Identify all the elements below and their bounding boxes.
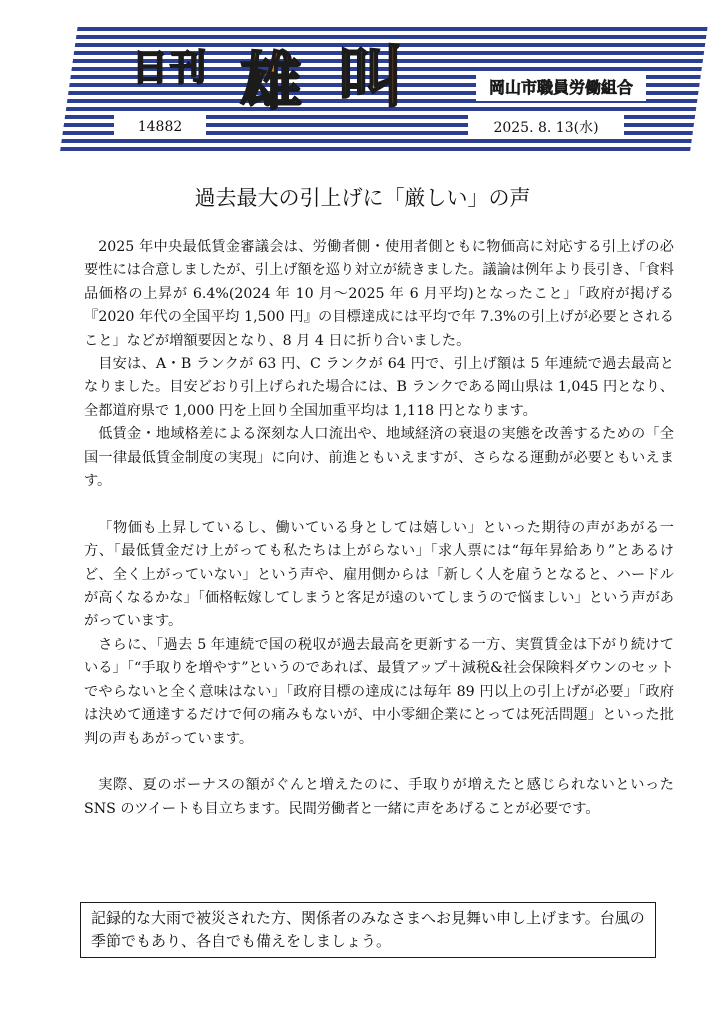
issue-number: 14882 bbox=[114, 115, 206, 139]
article-body bbox=[84, 236, 674, 821]
masthead-title-char2: 叫 bbox=[338, 39, 404, 116]
article-paragraph: 2025 年中央最低賃金審議会は、労働者側・使用者側ともに物価高に対応する引上げの必要性には合意しましたが、引上げ額を巡り対立が続きました。議論は例年より長引き、「食料品価格の上昇が 6.4%(2024 年 10 月～2025 年 6 月平均)となったこと」「政府が掲げる『2020 年代の全国平均 1,500 円』の目標達成には平均で年 7.3%の引上げが必要とされること」などが増額要因となり、8 月 4 日に折り合いました。 bbox=[84, 239, 674, 349]
paragraph-spacer bbox=[84, 751, 674, 774]
article-paragraph: 低賃金・地域格差による深刻な人口流出や、地域経済の衰退の実態を改善するための「全国一律最低賃金制度の実現」に向け、前進ともいえますが、さらなる運動が必要ともいえます。 bbox=[84, 426, 674, 490]
article-paragraph: 「物価も上昇しているし、働いている身としては嬉しい」といった期待の声があがる一方、「最低賃金だけ上がっても私たちは上がらない」「求人票には“毎年昇給あり”とあるけど、全く上がっていない」という声や、雇用側からは「新しく人を雇うとなると、ハードルが高くなるかな」「価格転嫁してしまうと客足が遠のいてしまうので悩ましい」という声があがっています。 bbox=[84, 519, 674, 630]
masthead bbox=[60, 27, 690, 152]
masthead-title-char1: 雄 bbox=[240, 45, 303, 118]
article-paragraph: 目安は、A・B ランクが 63 円、C ランクが 64 円で、引上げ額は 5 年連続で過去最高となりました。目安どおり引上げられた場合には、B ランクである岡山県は 1,045 円となり、全都道府県で 1,000 円を上回り全国加重平均は 1,118 円となります。 bbox=[84, 356, 674, 419]
masthead-title-small: 日刊 bbox=[132, 48, 209, 89]
paragraph-spacer bbox=[84, 493, 674, 516]
article-headline: 過去最大の引上げに「厳しい」の声 bbox=[194, 186, 531, 210]
organization-name: 岡山市職員労働組合 bbox=[476, 71, 646, 101]
article-paragraph: さらに、「過去 5 年連続で国の税収が過去最高を更新する一方、実質賃金は下がり続けている」「“手取りを増やす”というのであれば、最賃アップ＋減税&社会保険料ダウンのセットでやらないと全く意味はない」「政府目標の達成には毎年 89 円以上の引上げが必要」「政府は決めて通達するだけで何の痛みもないが、中小零細企業にとっては死活問題」といった批判の声もあがっています。 bbox=[84, 636, 674, 747]
notice-box: 記録的な大雨で被災された方、関係者のみなさまへお見舞い申し上げます。台風の季節でもあり、各自でも備えをしましょう。 bbox=[80, 902, 656, 958]
article-paragraph: 実際、夏のボーナスの額がぐんと増えたのに、手取りが増えたと感じられないといった SNS のツイートも目立ちます。民間労働者と一緒に声をあげることが必要です。 bbox=[84, 777, 674, 817]
issue-date: 2025. 8. 13(水) bbox=[468, 115, 624, 139]
